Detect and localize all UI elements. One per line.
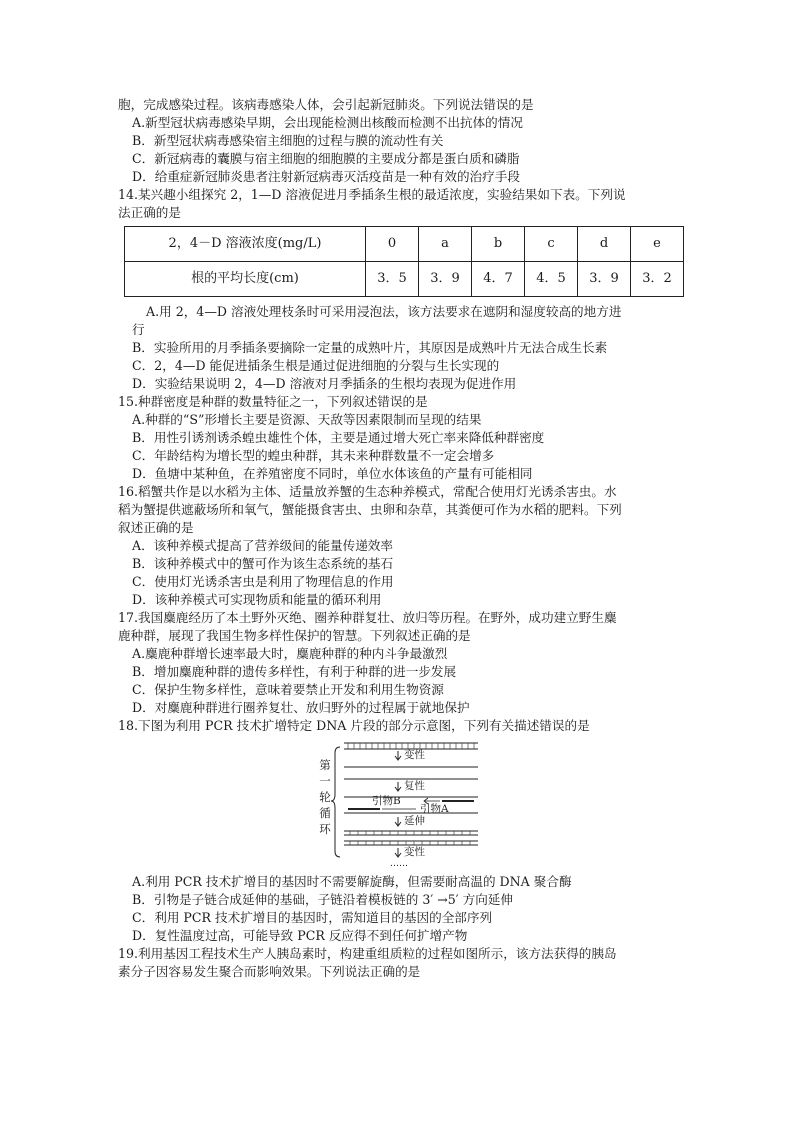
question-14-stem-line-2: 法正确的是 bbox=[118, 205, 181, 220]
question-15-option-d: D．鱼塘中某种鱼，在养殖密度不同时，单位水体该鱼的产量有可能相同 bbox=[132, 466, 533, 481]
question-17-stem-line-2: 鹿种群，展现了我国生物多样性保护的智慧。下列叙述正确的是 bbox=[118, 628, 471, 643]
question-18-stem: 18.下图为利用 PCR 技术扩增特定 DNA 片段的部分示意图，下列有关描述错误的是 bbox=[118, 718, 590, 733]
table-row-header-root-length: 根的平均长度(cm) bbox=[125, 262, 366, 297]
question-19-stem-line-2: 素分子因容易发生聚合而影响效果。下列说法正确的是 bbox=[118, 964, 421, 979]
question-16-option-c: C．使用灯光诱杀害虫是利用了物理信息的作用 bbox=[132, 574, 394, 589]
table-cell: b bbox=[472, 227, 525, 262]
pcr-first-cycle-char: 第 bbox=[319, 758, 331, 772]
question-18 bbox=[118, 717, 684, 945]
table-cell: 4．7 bbox=[472, 262, 525, 297]
question-14-option-c: C．2，4—D 能促进插条生根是通过促进细胞的分裂与生长实现的 bbox=[132, 358, 500, 373]
exam-page bbox=[118, 96, 684, 981]
question-16-stem-line-2: 稻为蟹提供遮蔽场所和氧气，蟹能摄食害虫、虫卵和杂草，其粪便可作为水稻的肥料。下列 bbox=[118, 502, 622, 517]
pcr-first-cycle-char: 一 bbox=[319, 774, 331, 788]
pcr-strands-graphic bbox=[318, 739, 488, 869]
pcr-diagram bbox=[318, 739, 488, 869]
question-14-option-b: B．实验所用的月季插条要摘除一定量的成熟叶片，其原因是成熟叶片无法合成生长素 bbox=[132, 340, 608, 355]
question-14 bbox=[118, 186, 684, 393]
table-cell: 3．9 bbox=[578, 262, 631, 297]
question-16-option-d: D．该种养模式可实现物质和能量的循环利用 bbox=[132, 592, 382, 607]
table-cell: 0 bbox=[366, 227, 419, 262]
table-cell: c bbox=[525, 227, 578, 262]
question-13-option-b: B．新型冠状病毒感染宿主细胞的过程与膜的流动性有关 bbox=[132, 133, 444, 148]
table-cell: e bbox=[631, 227, 684, 262]
question-17-option-d: D．对麋鹿种群进行圈养复壮、放归野外的过程属于就地保护 bbox=[132, 700, 470, 715]
step-denature-label: 变性 bbox=[404, 749, 425, 761]
table-cell: d bbox=[578, 227, 631, 262]
question-13-option-a: A.新型冠状病毒感染早期，会出现能检测出核酸而检测不出抗体的情况 bbox=[132, 115, 523, 130]
question-16-option-b: B．该种养模式中的蟹可作为该生态系统的基石 bbox=[132, 556, 394, 571]
question-13-option-c: C．新冠病毒的囊膜与宿主细胞的细胞膜的主要成分都是蛋白质和磷脂 bbox=[132, 151, 520, 166]
question-19-stem-line-1: 19.利用基因工程技术生产人胰岛素时，构建重组质粒的过程如图所示，该方法获得的胰岛 bbox=[118, 946, 617, 961]
question-14-option-d: D．实验结果说明 2，4—D 溶液对月季插条的生根均表现为促进作用 bbox=[132, 376, 517, 391]
step-anneal-label: 复性 bbox=[404, 780, 425, 792]
question-17-option-a: A.麋鹿种群增长速率最大时，麋鹿种群的种内斗争最激烈 bbox=[132, 646, 448, 661]
table-row-header-concentration: 2，4－D 溶液浓度(mg/L) bbox=[125, 227, 366, 262]
ellipsis-label: …… bbox=[390, 859, 408, 869]
table-cell: a bbox=[419, 227, 472, 262]
question-14-stem-line-1: 14.某兴趣小组探究 2，1—D 溶液促进月季插条生根的最适浓度，实验结果如下表。下列说 bbox=[118, 187, 626, 202]
pcr-first-cycle-char: 轮 bbox=[319, 790, 331, 804]
question-17-option-b: B．增加麋鹿种群的遗传多样性，有利于种群的进一步发展 bbox=[132, 664, 457, 679]
table-cell: 3．2 bbox=[631, 262, 684, 297]
pcr-first-cycle-char: 循 bbox=[319, 806, 331, 820]
table-cell: 4．5 bbox=[525, 262, 578, 297]
question-16-stem-line-3: 叙述正确的是 bbox=[118, 520, 194, 535]
question-14-option-a: A.用 2，4—D 溶液处理枝条时可采用浸泡法，该方法要求在遮阴和湿度较高的地方进 bbox=[146, 304, 622, 319]
table-cell: 3．5 bbox=[366, 262, 419, 297]
question-17-option-c: C．保护生物多样性，意味着要禁止开发和利用生物资源 bbox=[132, 682, 444, 697]
question-15-option-a: A.种群的“S”形增长主要是资源、天敌等因素限制而呈现的结果 bbox=[132, 412, 482, 427]
question-13-option-d: D．给重症新冠肺炎患者注射新冠病毒灭活疫苗是一种有效的治疗手段 bbox=[132, 169, 520, 184]
question-16 bbox=[118, 483, 684, 609]
question-15-option-c: C．年龄结构为增长型的蝗虫种群，其未来种群数量不一定会增多 bbox=[132, 448, 495, 463]
question-17-stem-line-1: 17.我国麋鹿经历了本土野外灭绝、圈养种群复壮、放归等历程。在野外，成功建立野生麋 bbox=[118, 610, 617, 625]
question-13 bbox=[118, 96, 684, 186]
question-16-stem-line-1: 16.稻蟹共作是以水稻为主体、适量放养蟹的生态种养模式，常配合使用灯光诱杀害虫。水 bbox=[118, 484, 617, 499]
pcr-first-cycle-char: 环 bbox=[319, 822, 331, 836]
results-table bbox=[124, 226, 684, 297]
step-extend-label: 延伸 bbox=[404, 815, 425, 827]
question-18-option-d: D．复性温度过高，可能导致 PCR 反应得不到任何扩增产物 bbox=[132, 928, 468, 943]
primer-a-label: 引物A bbox=[420, 803, 449, 815]
question-18-option-c: C．利用 PCR 技术扩增目的基因时，需知道目的基因的全部序列 bbox=[132, 910, 493, 925]
primer-b-label: 引物B bbox=[372, 795, 401, 807]
question-14-option-a-continued: 行 bbox=[132, 322, 145, 337]
question-13-stem: 胞，完成感染过程。该病毒感染人体，会引起新冠肺炎。下列说法错误的是 bbox=[118, 97, 534, 112]
question-15 bbox=[118, 393, 684, 483]
table-cell: 3．9 bbox=[419, 262, 472, 297]
question-19 bbox=[118, 945, 684, 981]
question-18-option-a: A.利用 PCR 技术扩增目的基因时不需要解旋酶，但需要耐高温的 DNA 聚合酶 bbox=[132, 874, 572, 889]
question-18-option-b: B．引物是子链合成延伸的基础，子链沿着模板链的 3′ →5′ 方向延伸 bbox=[132, 892, 513, 907]
question-15-option-b: B．用性引诱剂诱杀蝗虫雄性个体，主要是通过增大死亡率来降低种群密度 bbox=[132, 430, 545, 445]
question-17 bbox=[118, 609, 684, 717]
step-denature-label: 变性 bbox=[404, 846, 425, 858]
question-15-stem: 15.种群密度是种群的数量特征之一，下列叙述错误的是 bbox=[118, 394, 428, 409]
table-row bbox=[125, 262, 684, 297]
table-row bbox=[125, 227, 684, 262]
question-16-option-a: A．该种养模式提高了营养级间的能量传递效率 bbox=[132, 538, 393, 553]
